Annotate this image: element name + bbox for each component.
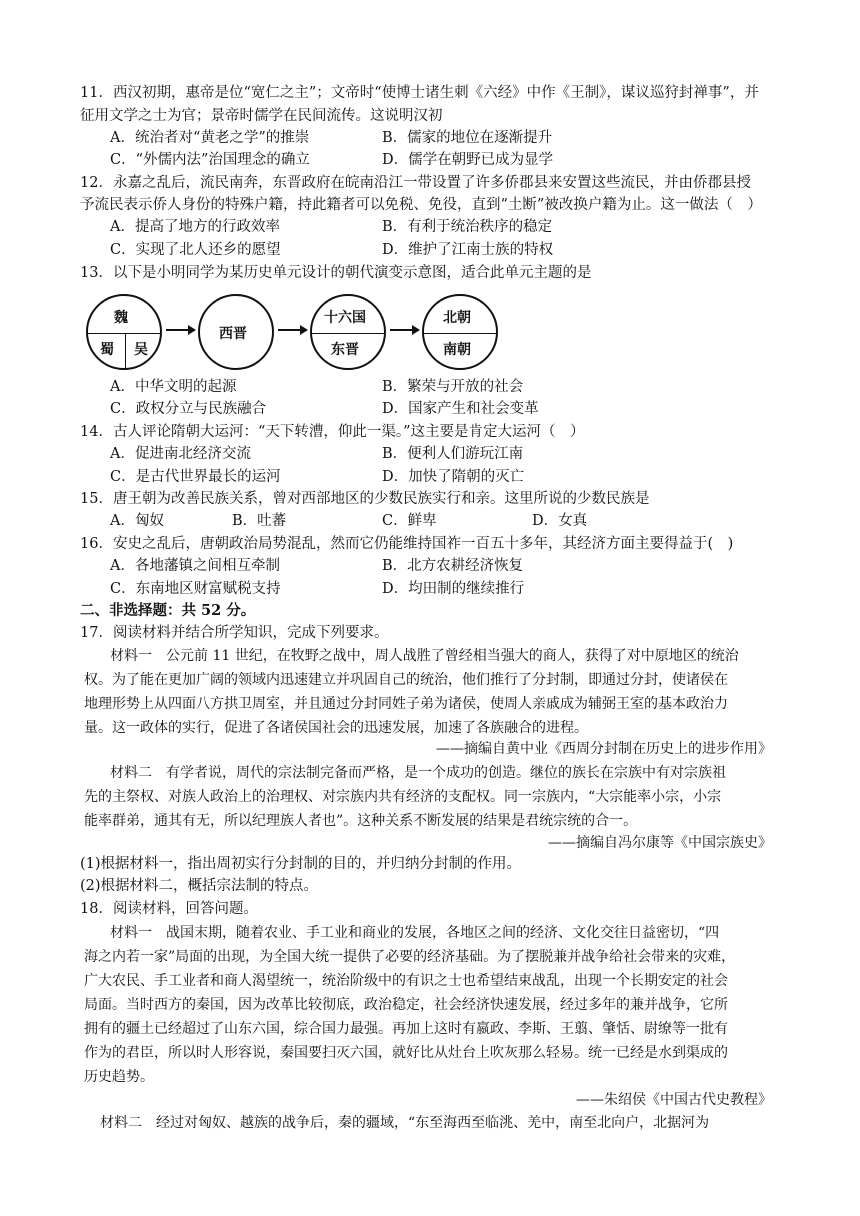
- q17-requirement-1: (1)根据材料一，指出周初实行分封制的目的，并归纳分封制的作用。: [80, 856, 522, 872]
- q17-m2-line1: 材料二 有学者说，周代的宗法制完备而严格，是一个成功的创造。继位的族长在宗族中有对宗族祖: [110, 765, 726, 781]
- q15-option-c: C．鲜卑: [382, 513, 437, 529]
- circle-label-beichao: 北朝: [443, 310, 471, 326]
- circle-label-wu: 吴: [134, 342, 148, 358]
- circle-north-south: [422, 294, 498, 370]
- q14-stem: 14．古人评论隋朝大运河：“天下转漕，仰此一渠。”这主要是肯定大运河（ ）: [80, 424, 585, 440]
- q18-m2-line1: 材料二 经过对匈奴、越族的战争后，秦的疆域，“东至海西至临洮、羌中，南至北向户，北据河为: [100, 1115, 710, 1131]
- q13-option-a: A．中华文明的起源: [110, 379, 237, 395]
- q18-m1-line2: 海之内若一家”局面的出现，为全国大统一提供了必要的经济基础。为了摆脱兼并战争给社会带来的灾难，: [84, 949, 736, 965]
- circle-three-kingdoms: [86, 294, 162, 370]
- q16-option-d: D．均田制的继续推行: [382, 581, 525, 597]
- q18-m1-line6: 作为的君臣，所以时人形容说，秦国要扫灭六国，就好比从灶台上吹灰那么轻易。统一已经是水到渠成的: [84, 1045, 728, 1061]
- q18-m1-source: ——朱绍侯《中国古代史教程》: [576, 1092, 772, 1108]
- q11-stem-line2: 征用文学之士为官；景帝时儒学在民间流传。这说明汉初: [80, 108, 443, 124]
- q18-m1-line3: 广大农民、手工业者和商人渴望统一，统治阶级中的有识之士也希望结束战乱，出现一个长期安定的社会: [84, 973, 728, 989]
- arrow-2: [278, 329, 306, 331]
- q14-option-b: B．便利人们游玩江南: [382, 446, 524, 462]
- q18-m1-line1: 材料一 战国末期，随着农业、手工业和商业的发展，各地区之间的经济、文化交往日益密切，“四: [110, 925, 720, 941]
- q17-requirement-2: (2)根据材料二，概括宗法制的特点。: [80, 878, 319, 894]
- q16-stem: 16．安史之乱后，唐朝政治局势混乱，然而它仍能维持国祚一百五十多年，其经济方面主要得益于( ): [80, 536, 734, 552]
- q11-option-d: D．儒学在朝野已成为显学: [382, 152, 554, 168]
- circle-label-sixteen-kingdoms: 十六国: [324, 310, 366, 326]
- dynasty-diagram: [86, 292, 506, 374]
- q17-m2-line2: 先的主祭权、对族人政治上的治理权、对宗族内共有经济的支配权。同一宗族内，“大宗能率小宗，小宗: [84, 789, 722, 805]
- q17-m1-line1: 材料一 公元前 11 世纪，在牧野之战中，周人战胜了曾经相当强大的商人，获得了对中原地区的统治: [110, 648, 739, 664]
- q16-option-a: A．各地藩镇之间相互牵制: [110, 558, 280, 574]
- q18-m1-line5: 拥有的疆土已经超过了山东六国，综合国力最强。再加上这时有嬴政、李斯、王翦、肇恬、尉缭等一批有: [84, 1021, 728, 1037]
- q17-m1-line2: 权。为了能在更加广阔的领域内迅速建立并巩固自己的统治，他们推行了分封制，即通过分封，使诸侯在: [84, 672, 728, 688]
- q12-option-d: D．维护了江南士族的特权: [382, 242, 554, 258]
- q13-option-b: B．繁荣与开放的社会: [382, 379, 524, 395]
- q11-option-c: C．“外儒内法”治国理念的确立: [110, 152, 310, 168]
- q17-m1-line4: 量。这一政体的实行，促进了各诸侯国社会的迅速发展，加速了各族融合的进程。: [84, 720, 588, 736]
- circle-label-xijin: 西晋: [219, 326, 247, 342]
- q17-m1-line3: 地理形势上从四面八方拱卫周室，并且通过分封同姓子弟为诸侯，使周人亲戚成为辅弼王室的基本政治力: [84, 696, 728, 712]
- q14-option-c: C．是古代世界最长的运河: [110, 469, 281, 485]
- q14-option-a: A．促进南北经济交流: [110, 446, 251, 462]
- q12-stem-line1: 12．永嘉之乱后，流民南奔，东晋政府在皖南沿江一带设置了许多侨郡县来安置这些流民，并由侨郡县授: [80, 175, 751, 191]
- q15-option-a: A．匈奴: [110, 513, 164, 529]
- q15-option-b: B．吐蕃: [232, 513, 287, 529]
- q16-option-c: C．东南地区财富赋税支持: [110, 581, 281, 597]
- circle-label-nanchao: 南朝: [443, 342, 471, 358]
- q15-stem: 15．唐王朝为改善民族关系，曾对西部地区的少数民族实行和亲。这里所说的少数民族是: [80, 491, 650, 507]
- q17-m1-source: ——摘编自黄中业《西周分封制在历史上的进步作用》: [436, 741, 772, 757]
- circle-western-jin: [198, 294, 274, 370]
- q13-option-d: D．国家产生和社会变革: [382, 401, 539, 417]
- q14-option-d: D．加快了隋朝的灭亡: [382, 469, 525, 485]
- q13-stem: 13．以下是小明同学为某历史单元设计的朝代演变示意图，适合此单元主题的是: [80, 265, 592, 281]
- q13-option-c: C．政权分立与民族融合: [110, 401, 267, 417]
- q18-m1-line7: 历史趋势。: [84, 1069, 154, 1085]
- q12-option-c: C．实现了北人还乡的愿望: [110, 242, 281, 258]
- q17-m2-source: ——摘编自冯尔康等《中国宗族史》: [548, 835, 772, 851]
- q17-stem: 17．阅读材料并结合所学知识，完成下列要求。: [80, 625, 389, 641]
- q18-stem: 18．阅读材料，回答问题。: [80, 901, 258, 917]
- q12-option-a: A．提高了地方的行政效率: [110, 219, 280, 235]
- circle-label-wei: 魏: [114, 310, 128, 326]
- q11-stem-line1: 11．西汉初期，惠帝是位“宽仁之主”；文帝时“使博士诸生刺《六经》中作《王制》，谋议巡狩封禅事”，并: [80, 85, 759, 101]
- q16-option-b: B．北方农耕经济恢复: [382, 558, 524, 574]
- q17-m2-line3: 能率群弟，通其有无，所以纪理族人者也”。这种关系不断发展的结果是君统宗统的合一。: [84, 813, 638, 829]
- arrow-3: [390, 329, 418, 331]
- arrow-1: [166, 329, 194, 331]
- circle-label-dongjin: 东晋: [331, 342, 359, 358]
- q11-option-b: B．儒家的地位在逐渐提升: [382, 130, 553, 146]
- q11-option-a: A．统治者对“黄老之学”的推崇: [110, 130, 310, 146]
- section-heading: 二、非选择题：共 52 分。: [80, 602, 256, 619]
- circle-label-shu: 蜀: [100, 342, 114, 358]
- q18-m1-line4: 局面。当时西方的秦国，因为改革比较彻底，政治稳定，社会经济快速发展，经过多年的兼并战争，它所: [84, 997, 728, 1013]
- q12-option-b: B．有利于统治秩序的稳定: [382, 219, 553, 235]
- q15-option-d: D．女真: [532, 513, 588, 529]
- q12-stem-line2: 予流民表示侨人身份的特殊户籍，持此籍者可以免税、免役，直到“土断”被改换户籍为止。这一做法（ ）: [80, 197, 762, 213]
- circle-eastern-jin: [310, 294, 386, 370]
